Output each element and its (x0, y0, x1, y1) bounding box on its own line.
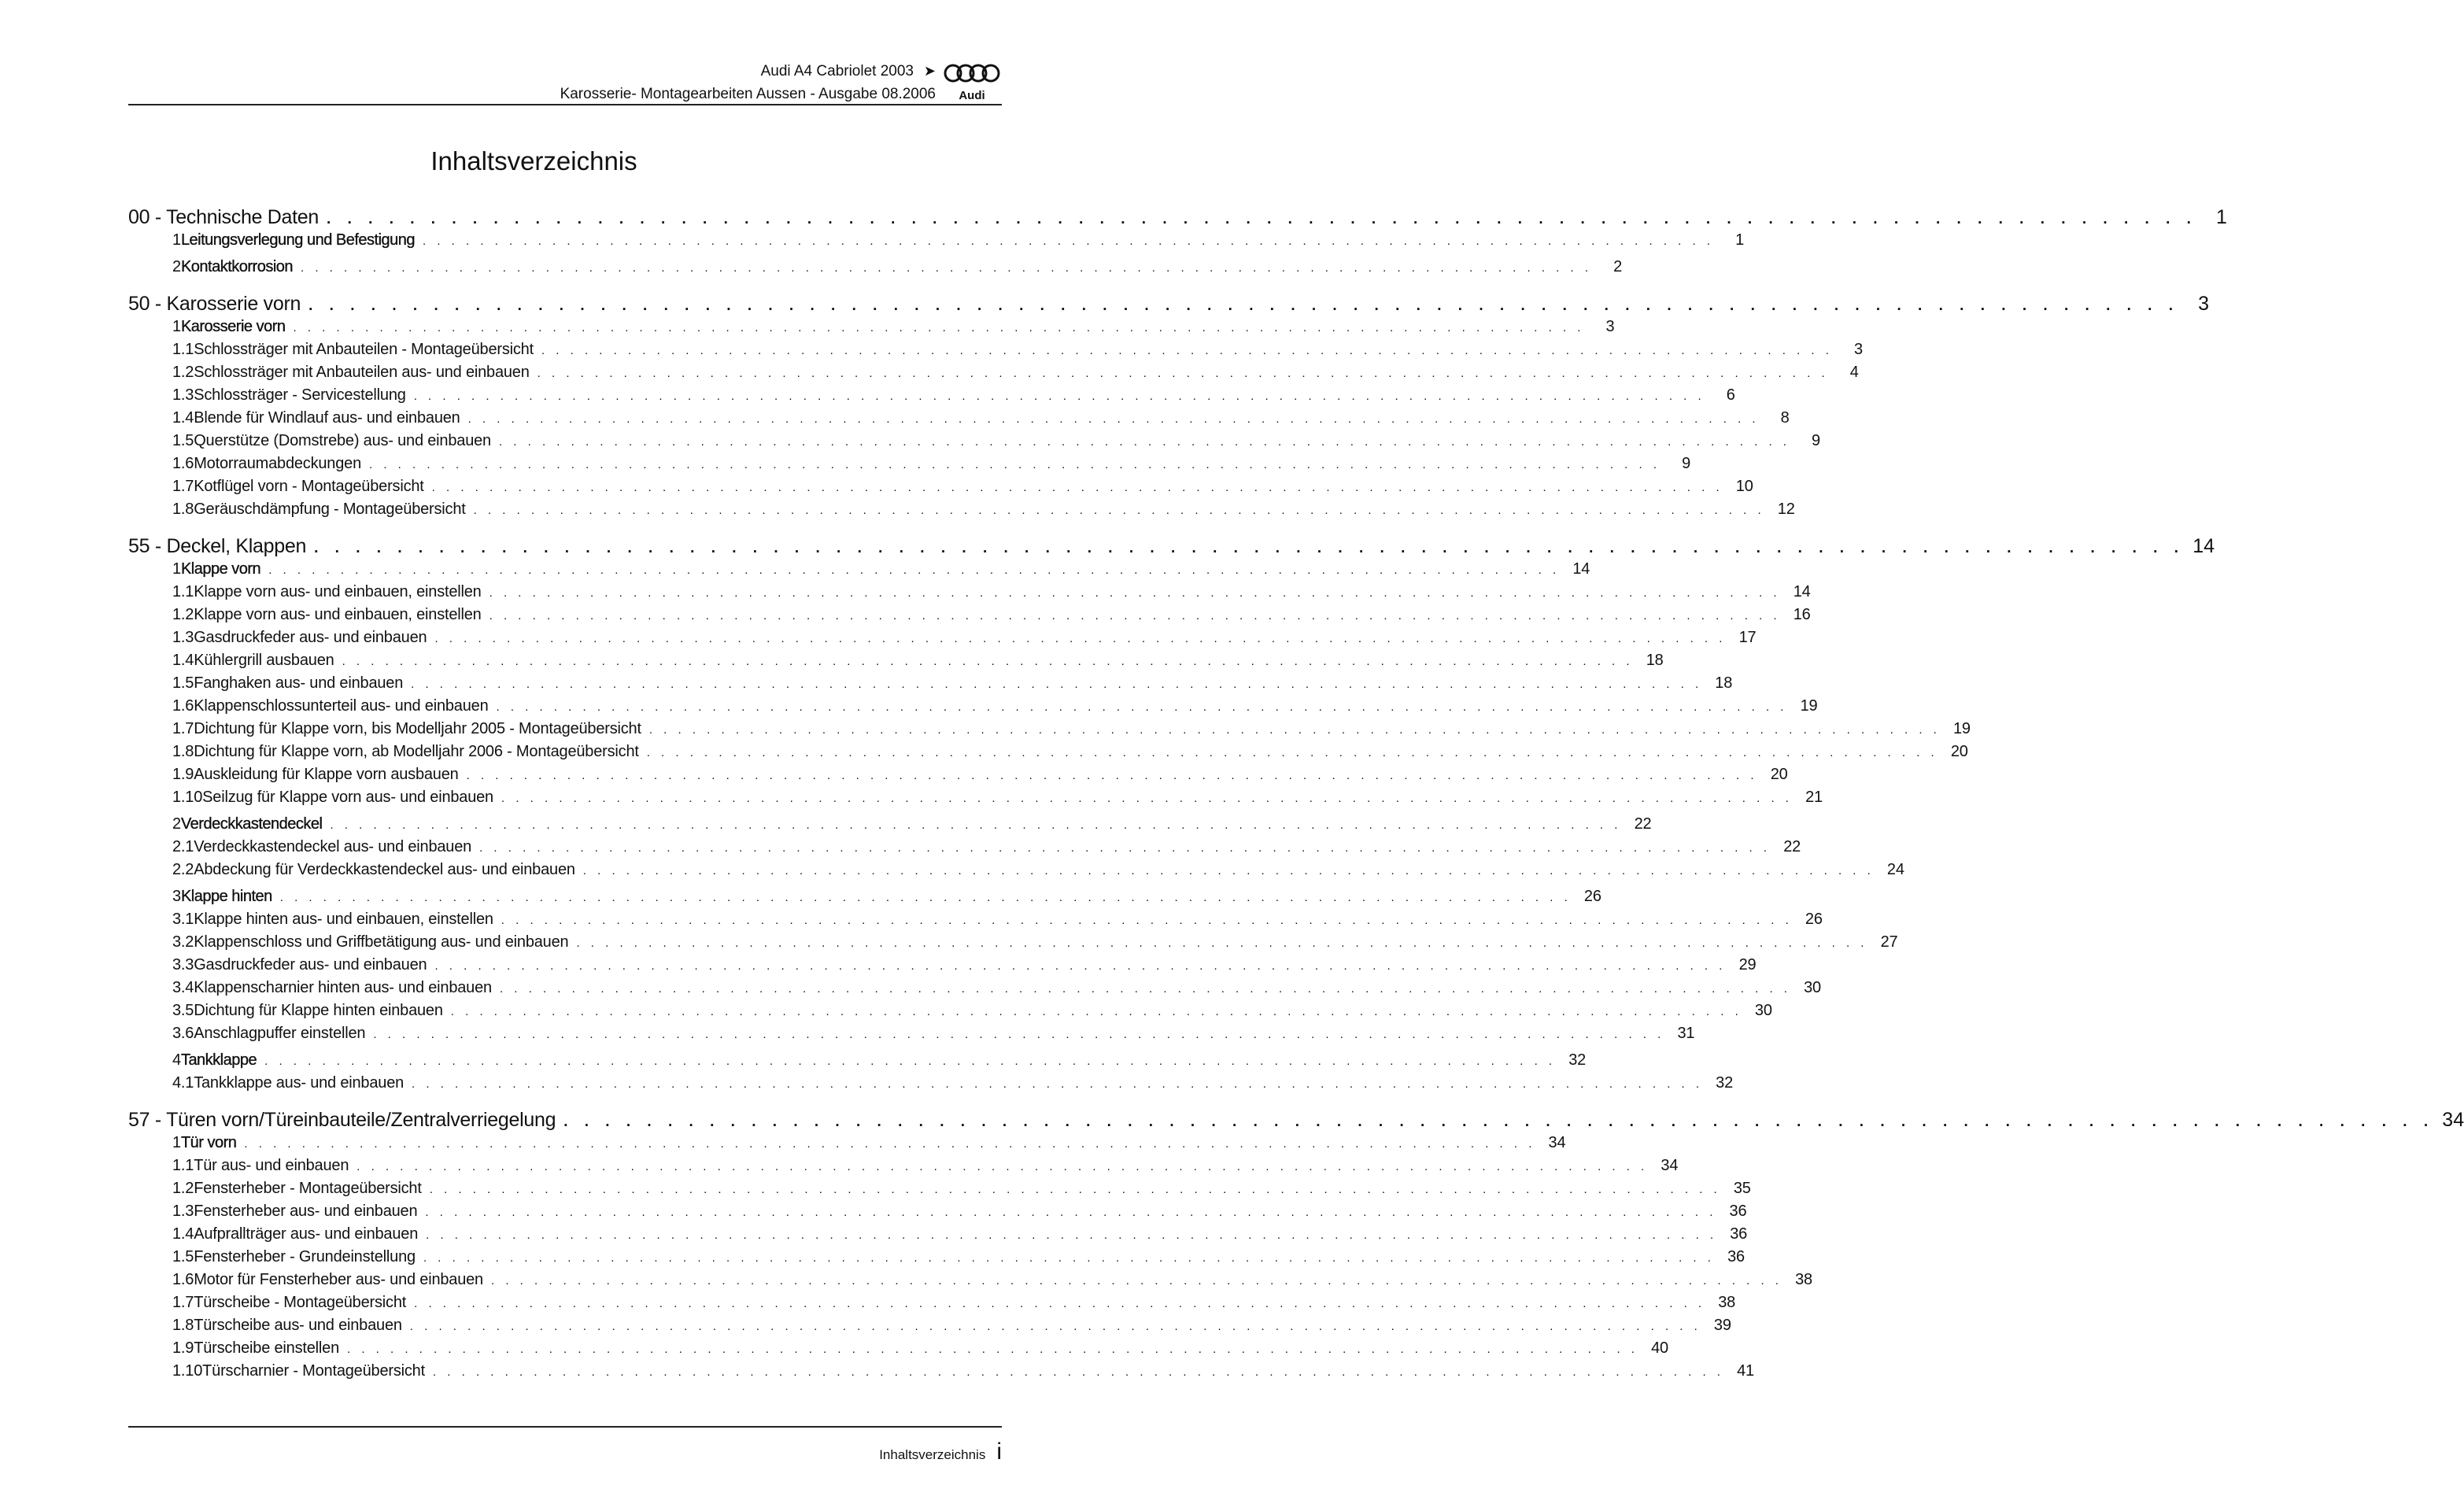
toc-entry-title: Kotflügel vorn - Montageübersicht (194, 478, 424, 495)
toc-entry-title: Tankklappe (180, 1051, 257, 1069)
toc-entry-title: Dichtung für Klappe vorn, bis Modelljahr 2005 - Montageübersicht (194, 720, 641, 737)
toc-entry-title: Motorraumabdeckungen (194, 455, 362, 472)
toc-entry-page: 6 (1726, 386, 1735, 404)
dot-leader: . . . . . . . . . . . . . . . . . . . . . . . . . . . . . . . . . . . . . . . . . . . . . . . . . . . . . . . . . . . . . . . . . . . . . . . . . . . . . . . . . . . . . . . . . . (330, 818, 1622, 832)
toc-subsection[interactable] (128, 674, 1733, 697)
toc-entry-number: 3.4 (172, 979, 194, 996)
toc-entry-page: 4 (1849, 364, 1859, 381)
toc-subsection[interactable] (128, 956, 1757, 979)
toc-chapter[interactable] (128, 206, 2227, 231)
toc-subsection[interactable] (128, 1203, 1747, 1225)
arrow-icon: ➤ (923, 63, 936, 79)
toc-subsection[interactable] (128, 583, 1811, 606)
toc-entry-number: 1.7 (172, 1294, 194, 1311)
toc-entry-page: 12 (1777, 501, 1795, 518)
toc-subsection[interactable] (128, 501, 1795, 523)
dot-leader: . . . . . . . . . . . . . . . . . . . . . . . . . . . . . . . . . . . . . . . . . . . . . . . . . . . . . . . . . . . . . . . . . . . . . . . . . . . . . . . . . . . . . . . . . . (268, 563, 1561, 577)
toc-entry-title: Klappenscharnier hinten aus- und einbauen (194, 979, 492, 996)
toc-entry-title: 55 - Deckel, Klappen (128, 535, 307, 557)
page-footer (879, 1439, 1002, 1465)
toc-entry-page: 1 (2216, 206, 2227, 228)
toc-entry-page: 30 (1754, 1002, 1772, 1019)
toc-entry-title: Querstütze (Domstrebe) aus- und einbauen (194, 432, 491, 449)
toc-subsection[interactable] (128, 766, 1788, 789)
dot-leader: . . . . . . . . . . . . . . . . . . . . . . . . . . . . . . . . . . . . . . . . . . . . . . . . . . . . . . . . . . . . . . . . . . . . . . . . . . . . . . . . . . . . . . . . . . (347, 1343, 1638, 1356)
dot-leader: . . . . . . . . . . . . . . . . . . . . . . . . . . . . . . . . . . . . . . . . . . . . . . . . . . . . . . . . . . . . . . . . . . . . . . . . . . . . . . . . . . . . . . . . . . (342, 655, 1634, 668)
dot-leader: . . . . . . . . . . . . . . . . . . . . . . . . . . . . . . . . . . . . . . . . . . . . . . . . . . . . . . . . . . . . . . . . . . . . . . . . . . . . . . . . . . . . . . . . . . (369, 458, 1661, 471)
toc-entry-title: Schlossträger - Servicestellung (194, 386, 406, 404)
dot-leader: . . . . . . . . . . . . . . . . . . . . . . . . . . . . . . . . . . . . . . . . . . . . . . . . . . . . . . . . . . . . . . . . . . . . . . . . . . . . . . . . . . . . . . . . . . (489, 586, 1781, 600)
toc-entry-page: 14 (2192, 535, 2215, 557)
toc-subsection[interactable] (128, 1225, 1748, 1248)
toc-entry-number: 1.2 (172, 606, 194, 623)
toc-subsection[interactable] (128, 606, 1811, 629)
toc-entry-number: 2 (172, 258, 181, 275)
header-manual-title: Karosserie- Montagearbeiten Aussen - Ausgabe 08.2006 (560, 86, 936, 102)
toc-entry-title: Aufprallträger aus- und einbauen (194, 1225, 419, 1243)
dot-leader: . . . . . . . . . . . . . . . . . . . . . . . . . . . . . . . . . . . . . . . . . . . . . . . . . . . . . . . . . . . . . . . . . . . . . . . . . . . . . . . . . . . . . . . . . . (279, 891, 1572, 904)
toc-entry-page: 18 (1646, 652, 1664, 669)
header-rule (128, 104, 1002, 105)
dot-leader: . . . . . . . . . . . . . . . . . . . . . . . . . . . . . . . . . . . . . . . . . . . . . . . . . . . . . . . . . . . . . . . . . . . . . . . . . . . . . . . . . . . . . . . . . . (467, 412, 1760, 426)
toc-chapter[interactable] (128, 535, 2215, 560)
toc-entry-page: 10 (1735, 478, 1753, 495)
toc-entry-title: Dichtung für Klappe hinten einbauen (194, 1002, 443, 1019)
dot-leader: . . . . . . . . . . . . . . . . . . . . . . . . . . . . . . . . . . . . . . . . . . . . . . . . . . . . . . . . . . . . . . . . . . . . . . . . . . . . . . . . . . . . . . . . . . (301, 261, 1592, 275)
dot-leader: . . . . . . . . . . . . . . . . . . . . . . . . . . . . . . . . . . . . . . . . . . . . . . . . . . . . . . . . . . . . . . . . . . . . . . . . . . . . . . . . . . . . . . . . . . (501, 792, 1793, 805)
toc-subsection[interactable] (128, 652, 1664, 674)
toc-entry-title: Tankklappe aus- und einbauen (194, 1074, 405, 1092)
toc-entry-title: Kontaktkorrosion (180, 258, 294, 275)
toc-subsection[interactable] (128, 1248, 1745, 1271)
toc-subsection[interactable] (128, 364, 1859, 386)
dot-leader: . . . . . . . . . . . . . . . . . . . . . . . . . . . . . . . . . . . . . . . . . . . . . . . . . . . . . . . . . . . . . . . . . . . . . . . . . . . . . . . . . . . . . . . . . . (431, 481, 1723, 494)
toc-entry-title: 57 - Türen vorn/Türeinbauteile/Zentralverriegelung (128, 1109, 556, 1131)
dot-leader: . . . . . . . . . . . . . . . . . . . . . . . . . . . . . . . . . . . . . . . . . . . . . . . . . . . . . . . . . . . . . . . . . . . . . . . . . . . . . . . . . . . . . . . . . . (411, 678, 1703, 691)
toc-entry-page: 9 (1812, 432, 1820, 449)
toc-section[interactable] (128, 1134, 1566, 1157)
toc-subsection[interactable] (128, 1271, 1812, 1294)
toc-entry-number: 1.8 (172, 743, 194, 760)
toc-entry-page: 19 (1952, 720, 1971, 737)
toc-entry-number: 2 (172, 815, 181, 833)
header-model: Audi A4 Cabriolet 2003 (760, 63, 914, 79)
toc-entry-title: Gasdruckfeder aus- und einbauen (194, 956, 427, 973)
toc-subsection[interactable] (128, 861, 1904, 884)
toc-subsection[interactable] (128, 911, 1823, 933)
toc-entry-title: Seilzug für Klappe vorn aus- und einbauen (202, 789, 493, 806)
toc-entry-number: 1.4 (172, 1225, 194, 1243)
toc-entry-page: 16 (1793, 606, 1811, 623)
toc-entry-number: 3.2 (172, 933, 194, 951)
footer-rule (128, 1426, 1002, 1428)
toc-entry-page: 18 (1715, 674, 1733, 692)
dot-leader: . . . . . . . . . . . . . . . . . . . . . . . . . . . . . . . . . . . . . . . . . . . . . . . . . . . . . . . . . . . . . . . . . . . . . . . . . . . . . . . . . . . . . . . . . . (473, 504, 1765, 517)
toc-entry-title: Klappe hinten (180, 888, 272, 905)
toc-entry-page: 27 (1880, 933, 1898, 951)
toc-entry-title: Schlossträger mit Anbauteilen - Montageübersicht (194, 341, 534, 358)
toc-entry-title: Kühlergrill ausbauen (194, 652, 334, 669)
audi-logo (942, 60, 1002, 104)
dot-leader: . . . . . . . . . . . . . . . . . . . . . . . . . . . . . . . . . . . . . . . . . . . . . . . . . . . . . . . . . . . . . . . . . . . . . . . . . . . . . . . . . . . . . . . . . . (314, 540, 2185, 556)
toc-subsection[interactable] (128, 743, 1968, 766)
toc-entry-title: Anschlagpuffer einstellen (194, 1025, 366, 1042)
dot-leader: . . . . . . . . . . . . . . . . . . . . . . . . . . . . . . . . . . . . . . . . . . . . . . . . . . . . . . . . . . . . . . . . . . . . . . . . . . . . . . . . . . . . . . . . . . (429, 1183, 1721, 1196)
toc-entry-number: 1.6 (172, 455, 194, 472)
dot-leader: . . . . . . . . . . . . . . . . . . . . . . . . . . . . . . . . . . . . . . . . . . . . . . . . . . . . . . . . . . . . . . . . . . . . . . . . . . . . . . . . . . . . . . . . . . (293, 321, 1585, 334)
toc-entry-page: 30 (1804, 979, 1821, 996)
footer-page-number: i (996, 1439, 1002, 1465)
toc-entry-number: 1.3 (172, 386, 194, 404)
toc-entry-title: Klappe vorn aus- und einbauen, einstellen (194, 606, 482, 623)
toc-entry-page: 22 (1783, 838, 1801, 855)
page-title: Inhaltsverzeichnis (430, 146, 637, 175)
dot-leader: . . . . . . . . . . . . . . . . . . . . . . . . . . . . . . . . . . . . . . . . . . . . . . . . . . . . . . . . . . . . . . . . . . . . . . . . . . . . . . . . . . . . . . . . . . (413, 390, 1705, 403)
toc-entry-title: Klappe hinten aus- und einbauen, einstellen (194, 911, 493, 928)
dot-leader: . . . . . . . . . . . . . . . . . . . . . . . . . . . . . . . . . . . . . . . . . . . . . . . . . . . . . . . . . . . . . . . . . . . . . . . . . . . . . . . . . . . . . . . . . . (498, 435, 1790, 449)
toc-entry-title: Klappe vorn aus- und einbauen, einstellen (194, 583, 482, 600)
toc-entry-page: 14 (1572, 560, 1590, 578)
dot-leader: . . . . . . . . . . . . . . . . . . . . . . . . . . . . . . . . . . . . . . . . . . . . . . . . . . . . . . . . . . . . . . . . . . . . . . . . . . . . . . . . . . . . . . . . . . (496, 700, 1788, 714)
dot-leader: . . . . . . . . . . . . . . . . . . . . . . . . . . . . . . . . . . . . . . . . . . . . . . . . . . . . . . . . . . . . . . . . . . . . . . . . . . . . . . . . . . . . . . . . . . (646, 746, 1938, 759)
toc-section[interactable] (128, 888, 1601, 911)
dot-leader: . . . . . . . . . . . . . . . . . . . . . . . . . . . . . . . . . . . . . . . . . . . . . . . . . . . . . . . . . . . . . . . . . . . . . . . . . . . . . . . . . . . . . . . . . . (432, 1365, 1724, 1379)
toc-section[interactable] (128, 231, 1744, 254)
toc-entry-number: 1.6 (172, 697, 194, 715)
toc-entry-page: 39 (1713, 1317, 1731, 1334)
toc-entry-title: Verdeckkastendeckel (180, 815, 323, 833)
toc-entry-page: 34 (2442, 1109, 2464, 1131)
dot-leader: . . . . . . . . . . . . . . . . . . . . . . . . . . . . . . . . . . . . . . . . . . . . . . . . . . . . . . . . . . . . . . . . . . . . . . . . . . . . . . . . . . . . . . . . . . (414, 1297, 1706, 1310)
toc-subsection[interactable] (128, 1157, 1679, 1180)
toc-entry-number: 1.1 (172, 1157, 194, 1174)
toc-subsection[interactable] (128, 1339, 1668, 1362)
toc-entry-number: 1.4 (172, 652, 194, 669)
toc-entry-title: Klappenschlossunterteil aus- und einbauen (194, 697, 489, 715)
footer-section-name: Inhaltsverzeichnis (879, 1447, 986, 1462)
toc-entry-number: 1 (172, 231, 181, 249)
toc-entry-title: 50 - Karosserie vorn (128, 293, 301, 315)
toc-entry-page: 32 (1568, 1051, 1587, 1069)
toc-entry-number: 3.6 (172, 1025, 194, 1042)
toc-subsection[interactable] (128, 1002, 1772, 1025)
dot-leader: . . . . . . . . . . . . . . . . . . . . . . . . . . . . . . . . . . . . . . . . . . . . . . . . . . . . . . . . . . . . . . . . . . . . . . . . . . . . . . . . . . . . . . . . . . (356, 1160, 1649, 1173)
dot-leader: . . . . . . . . . . . . . . . . . . . . . . . . . . . . . . . . . . . . . . . . . . . . . . . . . . . . . . . . . . . . . . . . . . . . . . . . . . . . . . . . . . . . . . . . . . (327, 211, 2197, 227)
dot-leader: . . . . . . . . . . . . . . . . . . . . . . . . . . . . . . . . . . . . . . . . . . . . . . . . . . . . . . . . . . . . . . . . . . . . . . . . . . . . . . . . . . . . . . . . . . (409, 1320, 1701, 1333)
toc-entry-number: 1.9 (172, 766, 194, 783)
toc-entry-page: 26 (1583, 888, 1601, 905)
toc-entry-title: Fanghaken aus- und einbauen (194, 674, 404, 692)
toc-entry-number: 2.1 (172, 838, 194, 855)
toc-subsection[interactable] (128, 386, 1735, 409)
toc-subsection[interactable] (128, 455, 1690, 478)
toc-entry-title: 00 - Technische Daten (128, 206, 320, 228)
dot-leader: . . . . . . . . . . . . . . . . . . . . . . . . . . . . . . . . . . . . . . . . . . . . . . . . . . . . . . . . . . . . . . . . . . . . . . . . . . . . . . . . . . . . . . . . . . (434, 959, 1727, 973)
toc-entry-number: 3.5 (172, 1002, 194, 1019)
dot-leader: . . . . . . . . . . . . . . . . . . . . . . . . . . . . . . . . . . . . . . . . . . . . . . . . . . . . . . . . . . . . . . . . . . . . . . . . . . . . . . . . . . . . . . . . . . (412, 1077, 1704, 1091)
dot-leader: . . . . . . . . . . . . . . . . . . . . . . . . . . . . . . . . . . . . . . . . . . . . . . . . . . . . . . . . . . . . . . . . . . . . . . . . . . . . . . . . . . . . . . . . . . (434, 632, 1727, 645)
toc-entry-title: Tür vorn (180, 1134, 237, 1151)
dot-leader: . . . . . . . . . . . . . . . . . . . . . . . . . . . . . . . . . . . . . . . . . . . . . . . . . . . . . . . . . . . . . . . . . . . . . . . . . . . . . . . . . . . . . . . . . . (537, 367, 1829, 380)
toc-entry-title: Türscheibe - Montageübersicht (194, 1294, 407, 1311)
toc-entry-number: 1.1 (172, 583, 194, 600)
toc-subsection[interactable] (128, 478, 1753, 501)
dot-leader: . . . . . . . . . . . . . . . . . . . . . . . . . . . . . . . . . . . . . . . . . . . . . . . . . . . . . . . . . . . . . . . . . . . . . . . . . . . . . . . . . . . . . . . . . . (648, 723, 1941, 737)
toc-chapter[interactable] (128, 293, 2210, 318)
toc-entry-number: 1.8 (172, 501, 194, 518)
toc-entry-page: 29 (1738, 956, 1757, 973)
toc-entry-page: 14 (1793, 583, 1811, 600)
toc-entry-number: 3.3 (172, 956, 194, 973)
toc-subsection[interactable] (128, 409, 1790, 432)
toc-entry-page: 9 (1682, 455, 1690, 472)
toc-subsection[interactable] (128, 1317, 1731, 1339)
toc-entry-page: 40 (1651, 1339, 1668, 1357)
toc-entry-title: Türscharnier - Montageübersicht (202, 1362, 425, 1380)
toc-entry-title: Fensterheber - Montageübersicht (194, 1180, 422, 1197)
toc-subsection[interactable] (128, 697, 1818, 720)
toc-section[interactable] (128, 1051, 1587, 1074)
dot-leader: . . . . . . . . . . . . . . . . . . . . . . . . . . . . . . . . . . . . . . . . . . . . . . . . . . . . . . . . . . . . . . . . . . . . . . . . . . . . . . . . . . . . . . . . . . (423, 1251, 1715, 1265)
toc-entry-page: 2 (1613, 258, 1622, 275)
toc-entry-page: 36 (1729, 1203, 1747, 1220)
toc-entry-page: 38 (1718, 1294, 1736, 1311)
toc-subsection[interactable] (128, 1180, 1751, 1203)
toc-section[interactable] (128, 560, 1590, 583)
toc-section[interactable] (128, 815, 1652, 838)
dot-leader: . . . . . . . . . . . . . . . . . . . . . . . . . . . . . . . . . . . . . . . . . . . . . . . . . . . . . . . . . . . . . . . . . . . . . . . . . . . . . . . . . . . . . . . . . . (479, 841, 1771, 855)
toc-subsection[interactable] (128, 720, 1971, 743)
dot-leader: . . . . . . . . . . . . . . . . . . . . . . . . . . . . . . . . . . . . . . . . . . . . . . . . . . . . . . . . . . . . . . . . . . . . . . . . . . . . . . . . . . . . . . . . . . (563, 1114, 2435, 1130)
toc-entry-number: 1.1 (172, 341, 194, 358)
toc-entry-number: 1.2 (172, 1180, 194, 1197)
toc-entry-title: Gasdruckfeder aus- und einbauen (194, 629, 427, 646)
toc-entry-number: 4 (172, 1051, 181, 1069)
dot-leader: . . . . . . . . . . . . . . . . . . . . . . . . . . . . . . . . . . . . . . . . . . . . . . . . . . . . . . . . . . . . . . . . . . . . . . . . . . . . . . . . . . . . . . . . . . (264, 1055, 1557, 1068)
toc-entry-title: Verdeckkastendeckel aus- und einbauen (194, 838, 472, 855)
toc-entry-page: 17 (1738, 629, 1757, 646)
toc-entry-page: 24 (1886, 861, 1904, 878)
toc-entry-number: 1.8 (172, 1317, 194, 1334)
toc-subsection[interactable] (128, 1074, 1734, 1097)
toc-section[interactable] (128, 258, 1622, 281)
toc-entry-title: Blende für Windlauf aus- und einbauen (194, 409, 460, 427)
toc-entry-title: Auskleidung für Klappe vorn ausbauen (194, 766, 459, 783)
toc-entry-number: 1.5 (172, 1248, 194, 1265)
toc-subsection[interactable] (128, 1362, 1754, 1385)
toc-entry-page: 35 (1733, 1180, 1751, 1197)
toc-entry-page: 20 (1770, 766, 1788, 783)
toc-entry-title: Karosserie vorn (180, 318, 286, 335)
toc-entry-title: Abdeckung für Verdeckkastendeckel aus- und einbauen (194, 861, 575, 878)
toc-entry-number: 1 (172, 318, 181, 335)
toc-entry-number: 1 (172, 1134, 181, 1151)
toc-entry-page: 3 (1854, 341, 1863, 358)
toc-entry-page: 22 (1634, 815, 1652, 833)
dot-leader: . . . . . . . . . . . . . . . . . . . . . . . . . . . . . . . . . . . . . . . . . . . . . . . . . . . . . . . . . . . . . . . . . . . . . . . . . . . . . . . . . . . . . . . . . . (244, 1137, 1536, 1151)
toc-entry-number: 1.10 (172, 1362, 203, 1380)
toc-subsection[interactable] (128, 838, 1801, 861)
toc-chapter[interactable] (128, 1109, 2464, 1134)
toc-subsection[interactable] (128, 789, 1823, 811)
toc-entry-title: Leitungsverlegung und Befestigung (180, 231, 416, 249)
toc-entry-page: 21 (1805, 789, 1823, 806)
toc-entry-page: 3 (2198, 293, 2210, 315)
toc-entry-title: Türscheibe aus- und einbauen (194, 1317, 402, 1334)
toc-entry-page: 26 (1805, 911, 1823, 928)
toc-subsection[interactable] (128, 629, 1757, 652)
dot-leader: . . . . . . . . . . . . . . . . . . . . . . . . . . . . . . . . . . . . . . . . . . . . . . . . . . . . . . . . . . . . . . . . . . . . . . . . . . . . . . . . . . . . . . . . . . (308, 297, 2180, 314)
toc-entry-title: Tür aus- und einbauen (194, 1157, 349, 1174)
toc-entry-page: 41 (1737, 1362, 1754, 1380)
dot-leader: . . . . . . . . . . . . . . . . . . . . . . . . . . . . . . . . . . . . . . . . . . . . . . . . . . . . . . . . . . . . . . . . . . . . . . . . . . . . . . . . . . . . . . . . . . (499, 982, 1791, 996)
toc-entry-page: 1 (1735, 231, 1744, 249)
toc-entry-number: 1.6 (172, 1271, 194, 1288)
dot-leader: . . . . . . . . . . . . . . . . . . . . . . . . . . . . . . . . . . . . . . . . . . . . . . . . . . . . . . . . . . . . . . . . . . . . . . . . . . . . . . . . . . . . . . . . . . (541, 344, 1833, 357)
toc-entry-number: 2.2 (172, 861, 194, 878)
toc-subsection[interactable] (128, 933, 1898, 956)
dot-leader: . . . . . . . . . . . . . . . . . . . . . . . . . . . . . . . . . . . . . . . . . . . . . . . . . . . . . . . . . . . . . . . . . . . . . . . . . . . . . . . . . . . . . . . . . . (373, 1028, 1665, 1041)
dot-leader: . . . . . . . . . . . . . . . . . . . . . . . . . . . . . . . . . . . . . . . . . . . . . . . . . . . . . . . . . . . . . . . . . . . . . . . . . . . . . . . . . . . . . . . . . . (425, 1206, 1717, 1219)
toc-subsection[interactable] (128, 1294, 1736, 1317)
toc-entry-number: 1.5 (172, 674, 194, 692)
toc-entry-page: 31 (1677, 1025, 1695, 1042)
toc-entry-number: 3 (172, 888, 181, 905)
toc-entry-number: 1.3 (172, 1203, 194, 1220)
toc-entry-number: 1.5 (172, 432, 194, 449)
dot-leader: . . . . . . . . . . . . . . . . . . . . . . . . . . . . . . . . . . . . . . . . . . . . . . . . . . . . . . . . . . . . . . . . . . . . . . . . . . . . . . . . . . . . . . . . . . (491, 1274, 1782, 1287)
dot-leader: . . . . . . . . . . . . . . . . . . . . . . . . . . . . . . . . . . . . . . . . . . . . . . . . . . . . . . . . . . . . . . . . . . . . . . . . . . . . . . . . . . . . . . . . . . (426, 1228, 1718, 1242)
dot-leader: . . . . . . . . . . . . . . . . . . . . . . . . . . . . . . . . . . . . . . . . . . . . . . . . . . . . . . . . . . . . . . . . . . . . . . . . . . . . . . . . . . . . . . . . . . (576, 937, 1868, 950)
toc-subsection[interactable] (128, 1025, 1695, 1047)
dot-leader: . . . . . . . . . . . . . . . . . . . . . . . . . . . . . . . . . . . . . . . . . . . . . . . . . . . . . . . . . . . . . . . . . . . . . . . . . . . . . . . . . . . . . . . . . . (582, 864, 1875, 877)
toc-entry-page: 32 (1716, 1074, 1734, 1092)
table-of-contents (128, 206, 2464, 1385)
toc-entry-page: 34 (1661, 1157, 1679, 1174)
svg-text:Audi: Audi (959, 89, 985, 102)
toc-entry-title: Fensterheber - Grundeinstellung (194, 1248, 416, 1265)
toc-section[interactable] (128, 318, 1615, 341)
dot-leader: . . . . . . . . . . . . . . . . . . . . . . . . . . . . . . . . . . . . . . . . . . . . . . . . . . . . . . . . . . . . . . . . . . . . . . . . . . . . . . . . . . . . . . . . . . (466, 769, 1758, 782)
toc-entry-number: 1 (172, 560, 181, 578)
toc-entry-page: 34 (1548, 1134, 1566, 1151)
toc-entry-title: Türscheibe einstellen (194, 1339, 339, 1357)
toc-entry-number: 1.7 (172, 478, 194, 495)
dot-leader: . . . . . . . . . . . . . . . . . . . . . . . . . . . . . . . . . . . . . . . . . . . . . . . . . . . . . . . . . . . . . . . . . . . . . . . . . . . . . . . . . . . . . . . . . . (450, 1005, 1742, 1018)
toc-subsection[interactable] (128, 341, 1863, 364)
toc-entry-title: Klappenschloss und Griffbetätigung aus- und einbauen (194, 933, 569, 951)
dot-leader: . . . . . . . . . . . . . . . . . . . . . . . . . . . . . . . . . . . . . . . . . . . . . . . . . . . . . . . . . . . . . . . . . . . . . . . . . . . . . . . . . . . . . . . . . . (501, 914, 1793, 927)
toc-subsection[interactable] (128, 979, 1821, 1002)
toc-subsection[interactable] (128, 432, 1820, 455)
dot-leader: . . . . . . . . . . . . . . . . . . . . . . . . . . . . . . . . . . . . . . . . . . . . . . . . . . . . . . . . . . . . . . . . . . . . . . . . . . . . . . . . . . . . . . . . . . (489, 609, 1781, 623)
toc-entry-page: 19 (1800, 697, 1818, 715)
toc-entry-title: Dichtung für Klappe vorn, ab Modelljahr 2006 - Montageübersicht (194, 743, 639, 760)
toc-entry-number: 1.9 (172, 1339, 194, 1357)
toc-entry-page: 38 (1795, 1271, 1812, 1288)
toc-entry-number: 4.1 (172, 1074, 194, 1092)
toc-entry-number: 3.1 (172, 911, 194, 928)
toc-entry-title: Schlossträger mit Anbauteilen aus- und einbauen (194, 364, 530, 381)
toc-entry-title: Klappe vorn (180, 560, 261, 578)
toc-entry-page: 36 (1730, 1225, 1748, 1243)
page-header (128, 60, 1002, 107)
dot-leader: . . . . . . . . . . . . . . . . . . . . . . . . . . . . . . . . . . . . . . . . . . . . . . . . . . . . . . . . . . . . . . . . . . . . . . . . . . . . . . . . . . . . . . . . . . (423, 235, 1714, 248)
toc-entry-title: Geräuschdämpfung - Montageübersicht (194, 501, 466, 518)
toc-entry-page: 8 (1780, 409, 1790, 427)
toc-entry-page: 20 (1950, 743, 1968, 760)
toc-entry-page: 3 (1605, 318, 1615, 335)
toc-entry-number: 1.7 (172, 720, 194, 737)
toc-entry-number: 1.4 (172, 409, 194, 427)
toc-entry-title: Motor für Fensterheber aus- und einbauen (194, 1271, 483, 1288)
toc-entry-number: 1.10 (172, 789, 203, 806)
toc-entry-page: 36 (1727, 1248, 1745, 1265)
toc-entry-number: 1.3 (172, 629, 194, 646)
toc-entry-number: 1.2 (172, 364, 194, 381)
toc-entry-title: Fensterheber aus- und einbauen (194, 1203, 418, 1220)
